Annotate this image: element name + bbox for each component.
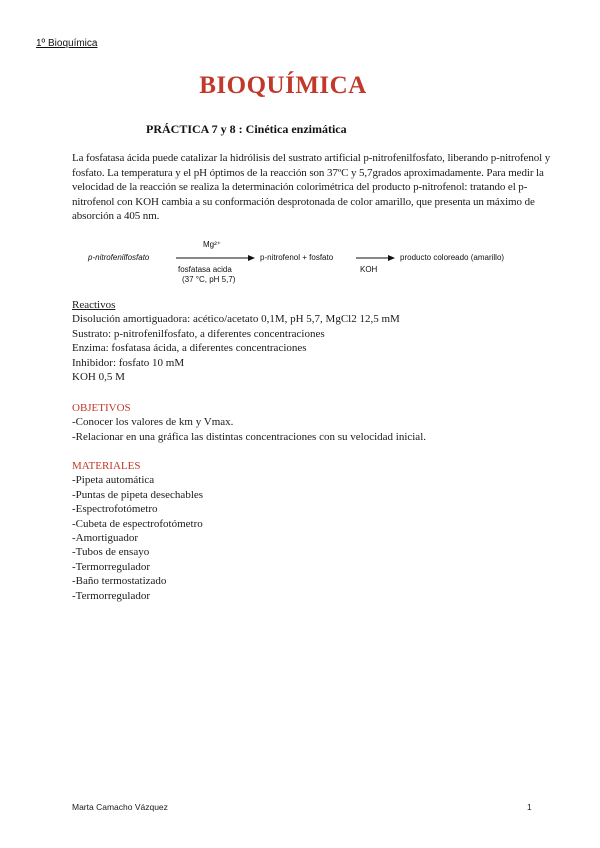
objetivos-section [72, 401, 542, 444]
material-item: -Termorregulador [72, 560, 151, 573]
page-title: BIOQUÍMICA [199, 72, 367, 99]
practice-subtitle: PRÁCTICA 7 y 8 : Cinética enzimática [146, 122, 347, 136]
reactivo-item: Disolución amortiguadora: acético/acetato 0,1M, pH 5,7, MgCl2 12,5 mM [72, 313, 400, 326]
material-item: -Amortiguador [72, 532, 138, 545]
footer-author: Marta Camacho Vázquez [72, 802, 168, 812]
material-item: -Termorregulador [72, 589, 151, 602]
objetivo-item: -Conocer los valores de km y Vmax. [72, 416, 234, 429]
reaction-products: p-nitrofenol + fosfato [260, 253, 334, 262]
page-number: 1 [527, 802, 532, 812]
reactivo-item: Sustrato: p-nitrofenilfosfato, a diferentes concentraciones [72, 327, 325, 340]
objetivo-item: -Relacionar en una gráfica las distintas concentraciones con su velocidad inicial. [72, 430, 426, 443]
reaction-cofactor: Mg²⁺ [203, 240, 221, 249]
arrow-1 [176, 253, 256, 263]
reaction-reagent: KOH [360, 265, 378, 274]
reaction-conditions: (37 °C, pH 5,7) [182, 275, 236, 284]
material-item: -Puntas de pipeta desechables [72, 488, 204, 501]
reaction-substrate: p-nitrofenilfosfato [88, 253, 150, 262]
reactivo-item: KOH 0,5 M [72, 371, 125, 384]
reaction-enzyme: fosfatasa acida [178, 265, 232, 274]
materiales-section [72, 459, 542, 603]
material-item: -Tubos de ensayo [72, 546, 150, 559]
material-item: -Pipeta automática [72, 474, 155, 487]
arrow-2 [356, 253, 396, 263]
course-label: 1º Bioquímica [36, 38, 98, 49]
reactivo-item: Inhibidor: fosfato 10 mM [72, 356, 185, 369]
material-item: -Espectrofotómetro [72, 503, 158, 516]
objetivos-title: OBJETIVOS [72, 402, 131, 414]
materiales-title: MATERIALES [72, 460, 141, 472]
reactivos-section [72, 298, 542, 384]
reaction-diagram [88, 240, 538, 290]
reactivos-title: Reactivos [72, 299, 116, 311]
material-item: -Baño termostatizado [72, 575, 167, 588]
intro-paragraph [72, 151, 552, 224]
reaction-final-product: producto coloreado (amarillo) [400, 253, 505, 262]
reactivo-item: Enzima: fosfatasa ácida, a diferentes concentraciones [72, 342, 307, 355]
intro-text: La fosfatasa ácida puede catalizar la hidrólisis del sustrato artificial p-nitrofenilfosfato, liberando p-nitrofenol y fosfato. La temperatura y el pH óptimos de la reacción son 37ºC y 5,7grados aproximadamente. Para medir la velocidad de la reacción se realiza la determinación colorimétrica del producto p-nitrofenol: tratando el p-nitrofenol con KOH cambia a su conformación desprotonada de color amarillo, que presenta un máximo de absorción a 405 nm. [72, 152, 551, 223]
material-item: -Cubeta de espectrofotómetro [72, 517, 203, 530]
